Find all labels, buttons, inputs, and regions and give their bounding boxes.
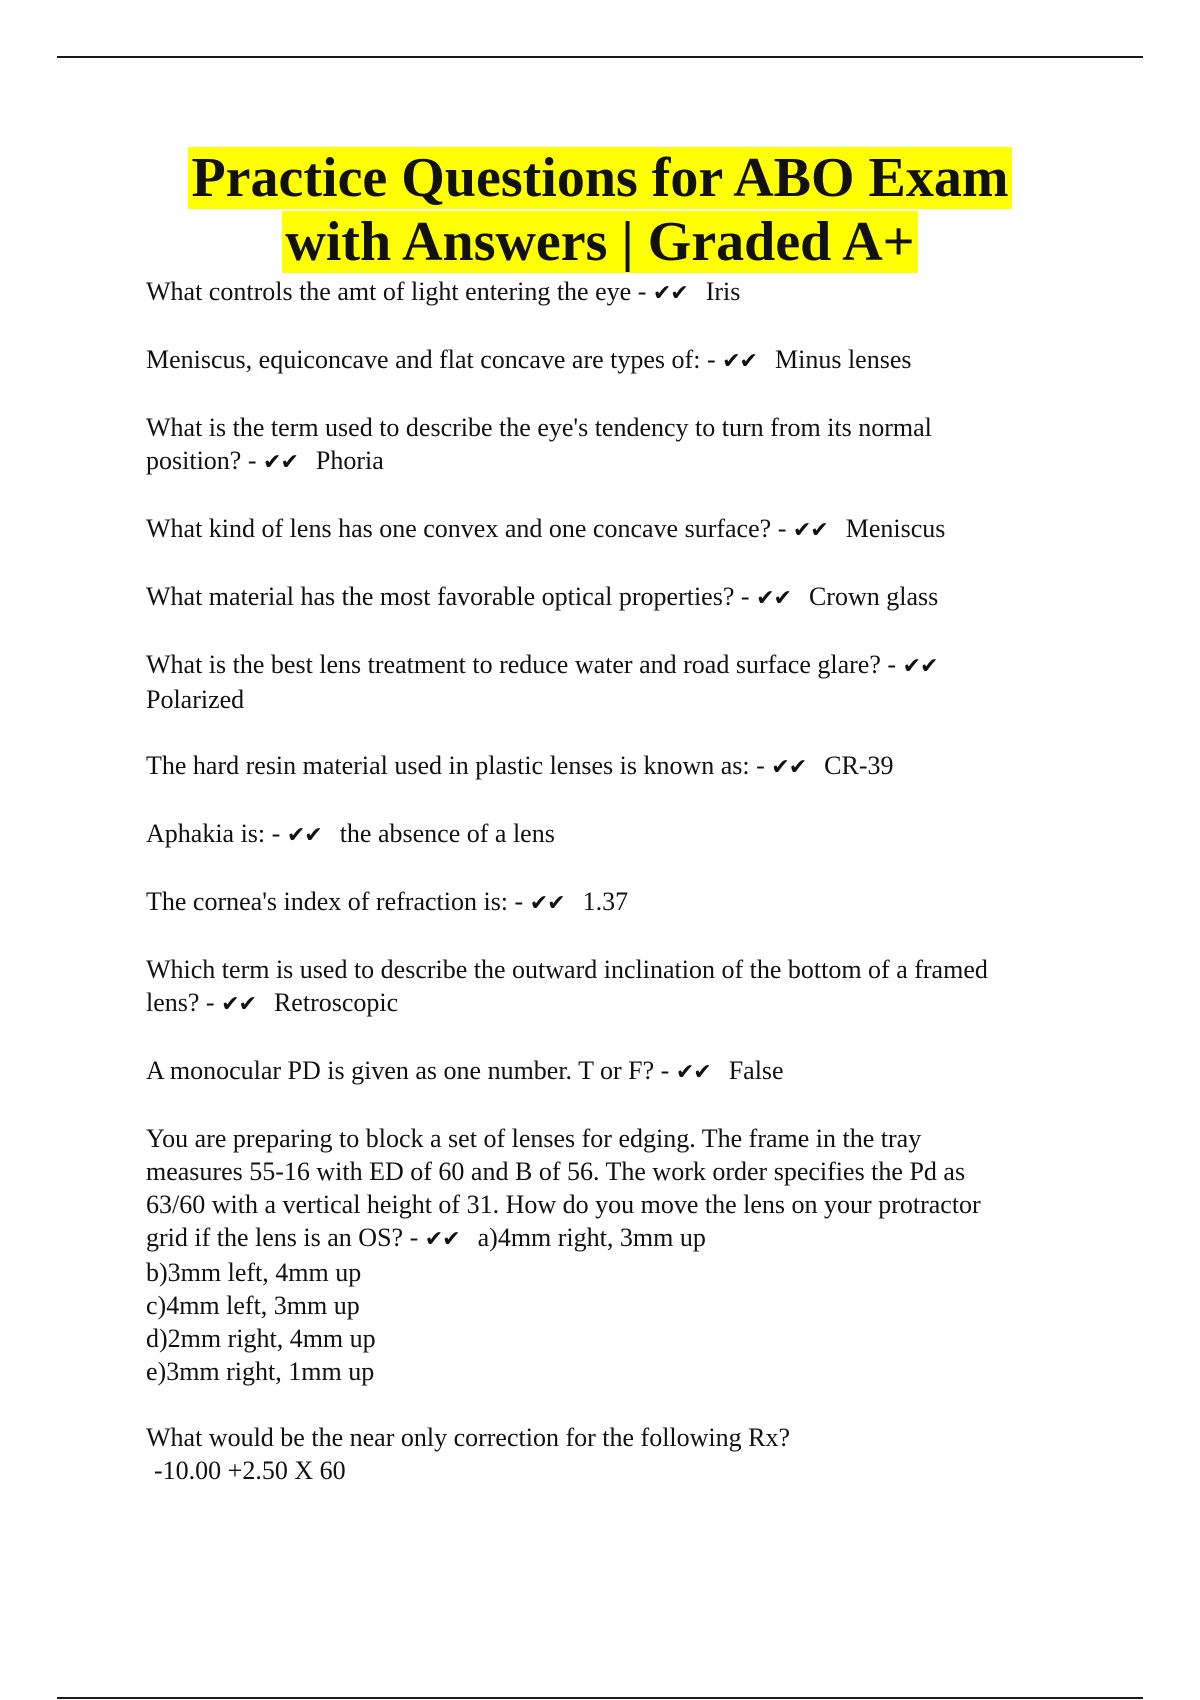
check-mark-icon: ✔✔: [792, 518, 828, 543]
answer-text: 1.37: [582, 887, 629, 916]
answer-option: e)3mm right, 1mm up: [146, 1357, 375, 1386]
question-item: What controls the amt of light entering the eye - ✔✔ Iris: [146, 277, 741, 306]
question-item: What material has the most favorable optical properties? - ✔✔ Crown glass: [146, 582, 939, 611]
answer-text: Iris: [705, 277, 741, 306]
check-mark-icon: ✔✔: [652, 281, 688, 306]
check-mark-icon: ✔✔: [902, 654, 938, 679]
answer-text: the absence of a lens: [339, 819, 555, 848]
answer-text: Polarized: [146, 685, 245, 714]
check-mark-icon: ✔✔: [263, 450, 298, 475]
question-text: You are preparing to block a set of lenses for edging. The frame in the tray: [146, 1124, 922, 1153]
question-text-cont: lens?: [146, 988, 200, 1017]
answer-text: CR-39: [824, 751, 894, 780]
check-mark-icon: ✔✔: [286, 823, 322, 848]
check-mark-icon: ✔✔: [675, 1060, 711, 1085]
question-text: A monocular PD is given as one number. T or F?: [146, 1056, 655, 1085]
question-list: [146, 275, 1076, 1487]
question-text: What kind of lens has one convex and one concave surface?: [146, 514, 772, 543]
answer-text: Retroscopic: [273, 988, 399, 1017]
question-item: A monocular PD is given as one number. T or F? - ✔✔ False: [146, 1056, 784, 1085]
question-text: What material has the most favorable optical properties?: [146, 582, 735, 611]
answer-text: False: [728, 1056, 784, 1085]
question-text-cont: grid if the lens is an OS?: [146, 1223, 404, 1252]
answer-option: c)4mm left, 3mm up: [146, 1291, 360, 1320]
top-rule: [57, 56, 1143, 58]
answer-option: b)3mm left, 4mm up: [146, 1258, 362, 1287]
title-line-2: with Answers | Graded A+: [282, 211, 917, 273]
question-item: Meniscus, equiconcave and flat concave are types of: - ✔✔ Minus lenses: [146, 345, 912, 374]
question-text: The hard resin material used in plastic lenses is known as:: [146, 751, 750, 780]
question-text: What controls the amt of light entering the eye: [146, 277, 632, 306]
question-text: What is the term used to describe the eye's tendency to turn from its normal: [146, 413, 932, 442]
title-line-1: Practice Questions for ABO Exam: [188, 147, 1011, 209]
question-text: What is the best lens treatment to reduce water and road surface glare?: [146, 650, 881, 679]
question-item: What is the term used to describe the eye's tendency to turn from its normal position? - ✔✔ Phoria: [146, 411, 1076, 479]
answer-text: Minus lenses: [774, 345, 912, 374]
answer-text: Meniscus: [845, 514, 946, 543]
question-item: Aphakia is: - ✔✔ the absence of a lens: [146, 819, 555, 848]
rx-value: -10.00 +2.50 X 60: [154, 1456, 346, 1485]
page-title: [0, 146, 1200, 274]
question-text-cont: 63/60 with a vertical height of 31. How do you move the lens on your protractor: [146, 1190, 981, 1219]
check-mark-icon: ✔✔: [221, 992, 256, 1017]
check-mark-icon: ✔✔: [722, 349, 757, 374]
question-text: Aphakia is:: [146, 819, 266, 848]
check-mark-icon: ✔✔: [756, 586, 791, 611]
question-text: Which term is used to describe the outward inclination of the bottom of a framed: [146, 955, 988, 984]
question-text-cont: measures 55-16 with ED of 60 and B of 56. The work order specifies the Pd as: [146, 1157, 966, 1186]
question-text: Meniscus, equiconcave and flat concave are types of:: [146, 345, 701, 374]
question-text-cont: position?: [146, 446, 242, 475]
question-text: The cornea's index of refraction is:: [146, 887, 509, 916]
question-item: You are preparing to block a set of lenses for edging. The frame in the tray measures 55-16 with ED of 60 and B of 56. The work order specifies the Pd as 63/60 with a vertical height of 31. How do you move the lens on your protractor grid if the lens is an OS? - ✔✔ a)4mm right, 3mm up b)3mm left, 4mm up c)4mm left, 3mm up d)2mm right, 4mm up e)3mm right, 1mm up: [146, 1122, 1076, 1388]
answer-text: Crown glass: [808, 582, 939, 611]
question-item: [146, 1421, 1076, 1487]
question-item: What is the best lens treatment to reduce water and road surface glare? - ✔✔ Polarized: [146, 648, 1076, 716]
answer-option: d)2mm right, 4mm up: [146, 1324, 376, 1353]
question-item: What kind of lens has one convex and one concave surface? - ✔✔ Meniscus: [146, 514, 946, 543]
check-mark-icon: ✔✔: [424, 1227, 460, 1252]
bottom-rule: [57, 1697, 1143, 1699]
question-item: Which term is used to describe the outward inclination of the bottom of a framed lens? - ✔✔ Retroscopic: [146, 953, 1076, 1021]
check-mark-icon: ✔✔: [529, 891, 565, 916]
question-item: The cornea's index of refraction is: - ✔✔ 1.37: [146, 887, 629, 916]
answer-text: a)4mm right, 3mm up: [477, 1223, 706, 1252]
check-mark-icon: ✔✔: [771, 755, 807, 780]
answer-text: Phoria: [315, 446, 384, 475]
question-item: The hard resin material used in plastic lenses is known as: - ✔✔ CR-39: [146, 751, 894, 780]
question-text: What would be the near only correction for the following Rx?: [146, 1423, 791, 1452]
